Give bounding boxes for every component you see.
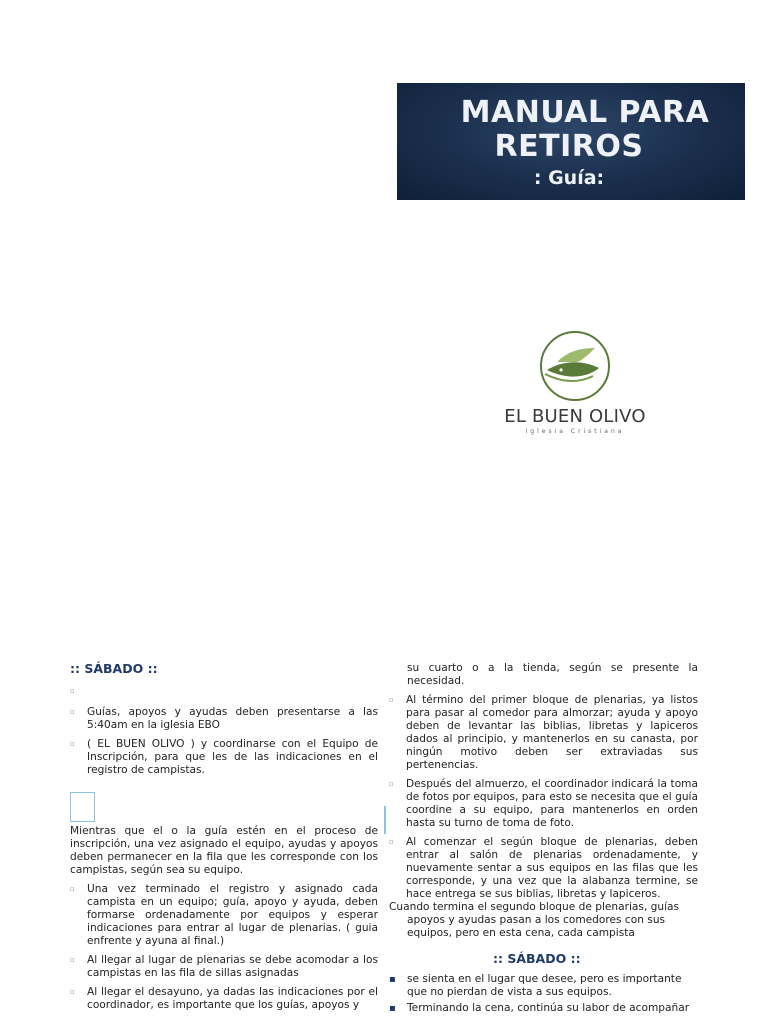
list-marker-icon: ▫: [70, 956, 75, 964]
list-marker-icon: ▫: [70, 740, 75, 748]
empty-box: [70, 792, 95, 822]
list-item: ▫ ( EL BUEN OLIVO ) y coordinarse con el Equipo de Inscripción, para que les de las indicaciones en el registro de campistas.: [70, 738, 378, 776]
bullet-icon: ▪: [389, 974, 396, 985]
bullet-icon: ▪: [389, 1003, 396, 1014]
paragraph: Cuando termina el segundo bloque de plenarias, guías: [389, 901, 680, 913]
title-line-1: MANUAL PARA: [460, 95, 710, 130]
list-marker-icon: ▫: [70, 687, 75, 695]
list-item: [70, 685, 378, 698]
section-heading: :: SÁBADO ::: [70, 661, 158, 676]
left-column: [70, 662, 378, 1012]
list-marker-icon: ▫: [389, 838, 394, 846]
list-item: ▫ Una vez terminado el registro y asignado cada campista en un equipo; guía, apoyo y ayuda, deben formarse ordenadamente por equipos y esperar indicaciones para entrar al lugar de plenarias. ( guia enfrente y ayuna al final.): [70, 883, 378, 947]
list-marker-icon: ▫: [389, 696, 394, 704]
list-item: ▫ Al término del primer bloque de plenarias, ya listos para pasar al comedor para almorzar; ayuda y apoyo deben de levantar las biblias, libretas y lapiceros dados al principio, y mantenerlos en su canasta, por ningún motivo deben ser extraviadas sus pertenencias.: [389, 694, 698, 771]
logo-tagline: Iglesia Cristiana: [525, 428, 625, 435]
list-item: ▫ Al llegar al lugar de plenarias se debe acomodar a los campistas en las fila de sillas asignadas: [70, 954, 378, 979]
list-item: ▫ Al comenzar el según bloque de plenarias, deben entrar al salón de plenarias ordenadamente, y nuevamente sentar a sus equipos en las filas que les corresponde, y una vez que la alabanza termine, se hace entrega se sus biblias, libretas y lapiceros.: [389, 836, 698, 900]
list-marker-icon: ▫: [70, 988, 75, 996]
olive-dove-icon: [537, 330, 613, 402]
paragraph: su cuarto o a la tienda, según se presente la necesidad.: [407, 662, 698, 687]
list-item: ▫ Al llegar el desayuno, ya dadas las indicaciones por el coordinador, es importante que los guías, apoyos y: [70, 986, 378, 1011]
title-banner: [397, 83, 745, 200]
list-marker-icon: ▫: [70, 708, 75, 716]
logo-name: EL BUEN OLIVO: [504, 406, 646, 427]
list-item: ▫ Guías, apoyos y ayudas deben presentarse a las 5:40am en la iglesia EBO: [70, 706, 378, 731]
section-heading: :: SÁBADO ::: [493, 951, 581, 966]
title-line-2: RETIROS: [494, 129, 644, 164]
bullet-item: ▪ Terminando la cena, continúa su labor de acompañar: [389, 1002, 690, 1014]
list-marker-icon: ▫: [70, 885, 75, 893]
bullet-item: ▪ se sienta en el lugar que desee, pero es importante que no pierdan de vista a sus equipos.: [389, 973, 682, 998]
church-logo: [500, 330, 650, 440]
title-subtitle: : Guía:: [533, 167, 605, 189]
paragraph: Mientras que el o la guía estén en el proceso de inscripción, una vez asignado el equipo, ayudas y apoyos deben permanecer en la fila que les corresponde con los campistas, según sea su equipo.: [70, 825, 378, 876]
column-divider: [384, 806, 386, 834]
paragraph: apoyos y ayudas pasan a los comedores con sus equipos, pero en esta cena, cada campista: [407, 914, 666, 939]
right-column: [389, 662, 698, 1015]
list-marker-icon: ▫: [389, 780, 394, 788]
list-item: ▫ Después del almuerzo, el coordinador indicará la toma de fotos por equipos, para esto se necesita que el guía coordine a su equipo, para mantenerlos en orden hasta su turno de toma de foto.: [389, 778, 698, 829]
